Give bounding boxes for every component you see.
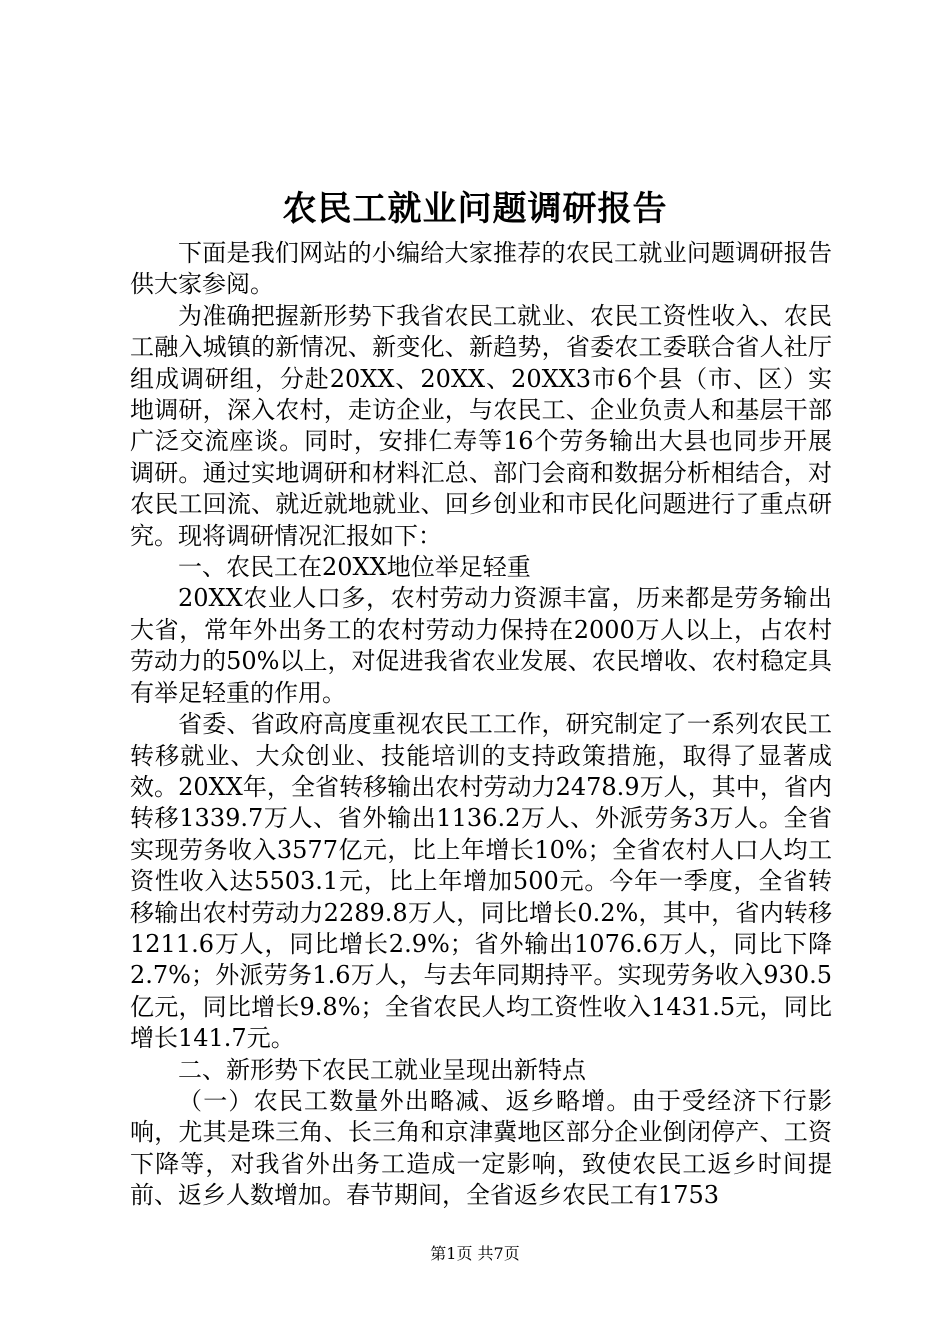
page-footer: 第1页 共7页	[430, 1244, 520, 1263]
document-body	[130, 238, 832, 1212]
paragraph-background: 为准确把握新形势下我省农民工就业、农民工资性收入、农民工融入城镇的新情况、新变化、新趋势，省委农工委联合省人社厅组成调研组，分赴20XX、20XX、20XX3市6个县（市、区）实地调研，深入农村，走访企业，与农民工、企业负责人和基层干部广泛交流座谈。同时，安排仁寿等16个劳务输出大县也同步开展调研。通过实地调研和材料汇总、部门会商和数据分析相结合，对农民工回流、就近就地就业、回乡创业和市民化问题进行了重点研究。现将调研情况汇报如下：	[130, 301, 832, 550]
section-heading-2: 二、新形势下农民工就业呈现出新特点	[178, 1055, 586, 1084]
section-heading-1: 一、农民工在20XX地位举足轻重	[178, 553, 531, 582]
paragraph-intro: 下面是我们网站的小编给大家推荐的农民工就业问题调研报告供大家参阅。	[130, 239, 832, 299]
paragraph-statistics: 省委、省政府高度重视农民工工作，研究制定了一系列农民工转移就业、大众创业、技能培训的支持政策措施，取得了显著成效。20XX年，全省转移输出农村劳动力2478.9万人，其中，省内转移1339.7万人、省外输出1136.2万人、外派劳务3万人。全省实现劳务收入3577亿元，比上年增长10%；全省农村人口人均工资性收入达5503.1元，比上年增加500元。今年一季度，全省转移输出农村劳动力2289.8万人，同比增长0.2%，其中，省内转移1211.6万人，同比增长2.9%；省外输出1076.6万人，同比下降2.7%；外派劳务1.6万人，与去年同期持平。实现劳务收入930.5亿元，同比增长9.8%；全省农民人均工资性收入1431.5元，同比增长141.7元。	[130, 710, 832, 1053]
paragraph-feature-1: （一）农民工数量外出略减、返乡略增。由于受经济下行影响，尤其是珠三角、长三角和京津冀地区部分企业倒闭停产、工资下降等，对我省外出务工造成一定影响，致使农民工返乡时间提前、返乡人数增加。春节期间，全省返乡农民工有1753	[130, 1086, 832, 1210]
paragraph-province-overview: 20XX农业人口多，农村劳动力资源丰富，历来都是劳务输出大省，常年外出务工的农村劳动力保持在2000万人以上，占农村劳动力的50%以上，对促进我省农业发展、农民增收、农村稳定具有举足轻重的作用。	[130, 584, 832, 707]
document-title: 农民工就业问题调研报告	[282, 189, 668, 229]
